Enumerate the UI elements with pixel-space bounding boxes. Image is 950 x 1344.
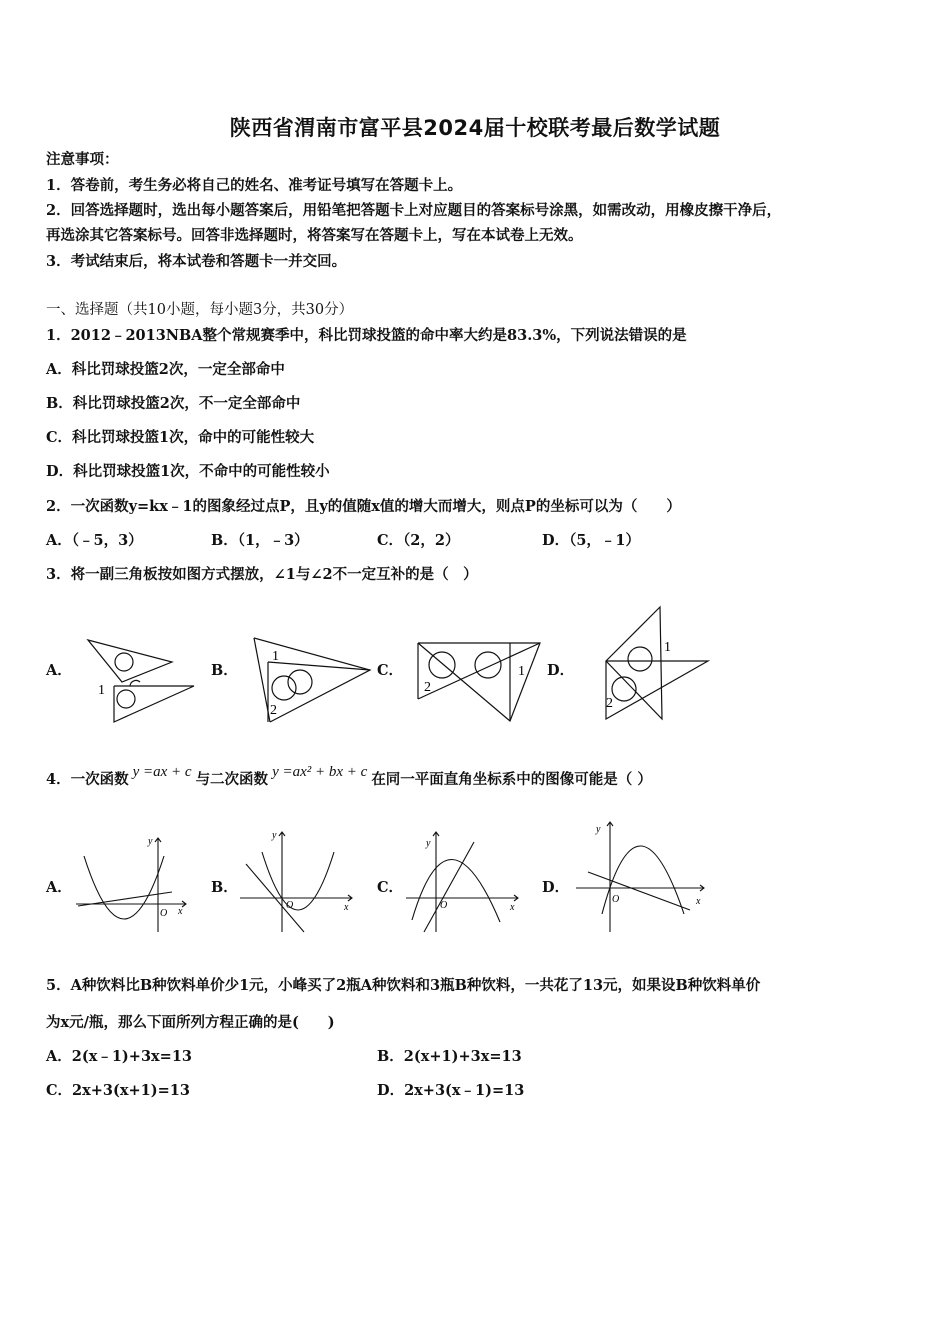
angle-2-label: 2 — [424, 680, 431, 695]
notice-item-1: 1．答卷前，考生务必将自己的姓名、准考证号填写在答题卡上。 — [46, 177, 463, 194]
origin-label: O — [440, 900, 448, 911]
q4-label-d: D． — [542, 879, 570, 896]
origin-label: O — [612, 894, 620, 905]
notice-item-3: 3．考试结束后，将本试卷和答题卡一并交回。 — [46, 253, 347, 270]
axis-y-label: y — [148, 836, 153, 847]
section-heading: 一、选择题（共10小题，每小题3分，共30分） — [46, 302, 354, 318]
q3-label-d: D． — [547, 662, 575, 679]
page-title: 陕西省渭南市富平县2024届十校联考最后数学试题 — [229, 116, 721, 140]
q5-stem-a: 5．A种饮料比B种饮料单价少1元，小峰买了2瓶A种饮料和3瓶B种饮料，一共花了13元，如果设B种饮料单价 — [46, 977, 761, 994]
q3-figure-d — [598, 603, 712, 723]
q4-label-b: B． — [211, 879, 238, 896]
q3-figure-b — [250, 632, 375, 724]
axis-x-label: x — [696, 896, 701, 907]
q1-stem: 1．2012﹣2013NBA整个常规赛季中，科比罚球投篮的命中率大约是83.3%，下列说法错误的是 — [46, 327, 687, 344]
q4-label-c: C． — [377, 879, 404, 896]
q4-quadratic-function: y =ax² + bx + c — [272, 764, 368, 780]
q2-option-c: C．（2，2） — [377, 532, 460, 549]
q4-linear-function: y =ax + c — [132, 764, 192, 780]
q2-option-d: D．（5，﹣1） — [542, 532, 641, 549]
q2-option-b: B．（1，﹣3） — [211, 532, 309, 549]
q5-stem-b: 为x元/瓶，那么下面所列方程正确的是( ) — [46, 1014, 335, 1031]
q4-label-a: A． — [46, 879, 72, 896]
q4-stem — [46, 764, 652, 790]
notice-heading: 注意事项： — [46, 151, 119, 168]
axis-y-label: y — [272, 830, 277, 841]
angle-1-label: 1 — [664, 640, 671, 655]
q3-figure-c — [412, 635, 544, 725]
q1-option-c: C．科比罚球投篮1次，命中的可能性较大 — [46, 429, 315, 446]
q3-stem: 3．将一副三角板按如图方式摆放，∠1与∠2不一定互补的是（ ） — [46, 566, 478, 583]
q4-graph-a — [74, 832, 194, 936]
angle-1-label: 1 — [272, 649, 279, 664]
q4-graph-b — [238, 828, 358, 936]
q2-option-a: A．（﹣5，3） — [46, 532, 143, 549]
q1-option-d: D．科比罚球投篮1次，不命中的可能性较小 — [46, 463, 330, 480]
q4-graph-d — [574, 818, 708, 936]
axis-y-label: y — [426, 838, 431, 849]
q3-label-c: C． — [377, 662, 404, 679]
axis-x-label: x — [344, 902, 349, 913]
q1-option-a: A．科比罚球投篮2次，一定全部命中 — [46, 361, 285, 378]
q4-graph-c — [404, 828, 524, 936]
axis-x-label: x — [510, 902, 515, 913]
q4-suffix: 在同一平面直角坐标系中的图像可能是（ ） — [371, 771, 652, 788]
q2-stem: 2．一次函数y=kx﹣1的图象经过点P，且y的值随x值的增大而增大，则点P的坐标可以为（ ） — [46, 498, 681, 515]
notice-item-2b: 再选涂其它答案标号。回答非选择题时，将答案写在答题卡上，写在本试卷上无效。 — [46, 227, 583, 244]
q5-option-a: A．2(x﹣1)+3x=13 — [46, 1048, 193, 1065]
angle-2-label: 2 — [270, 703, 277, 718]
axis-y-label: y — [596, 824, 601, 835]
q3-figure-a — [84, 632, 199, 724]
q3-label-a: A． — [46, 662, 72, 679]
q4-prefix: 4．一次函数 — [46, 771, 129, 788]
q5-option-d: D．2x+3(x﹣1)=13 — [377, 1082, 525, 1099]
angle-1-label: 1 — [98, 683, 105, 698]
q1-option-b: B．科比罚球投篮2次，不一定全部命中 — [46, 395, 301, 412]
q3-label-b: B． — [211, 662, 238, 679]
notice-item-2a: 2．回答选择题时，选出每小题答案后，用铅笔把答题卡上对应题目的答案标号涂黑，如需改动，用橡皮擦干净后， — [46, 202, 782, 219]
origin-label: O — [286, 900, 294, 911]
q4-middle: 与二次函数 — [195, 771, 269, 788]
q5-option-c: C．2x+3(x+1)=13 — [46, 1082, 190, 1099]
origin-label: O — [160, 908, 168, 919]
axis-x-label: x — [178, 906, 183, 917]
q5-option-b: B．2(x+1)+3x=13 — [377, 1048, 522, 1065]
angle-1-label: 1 — [518, 664, 525, 679]
angle-2-label: 2 — [606, 696, 613, 711]
